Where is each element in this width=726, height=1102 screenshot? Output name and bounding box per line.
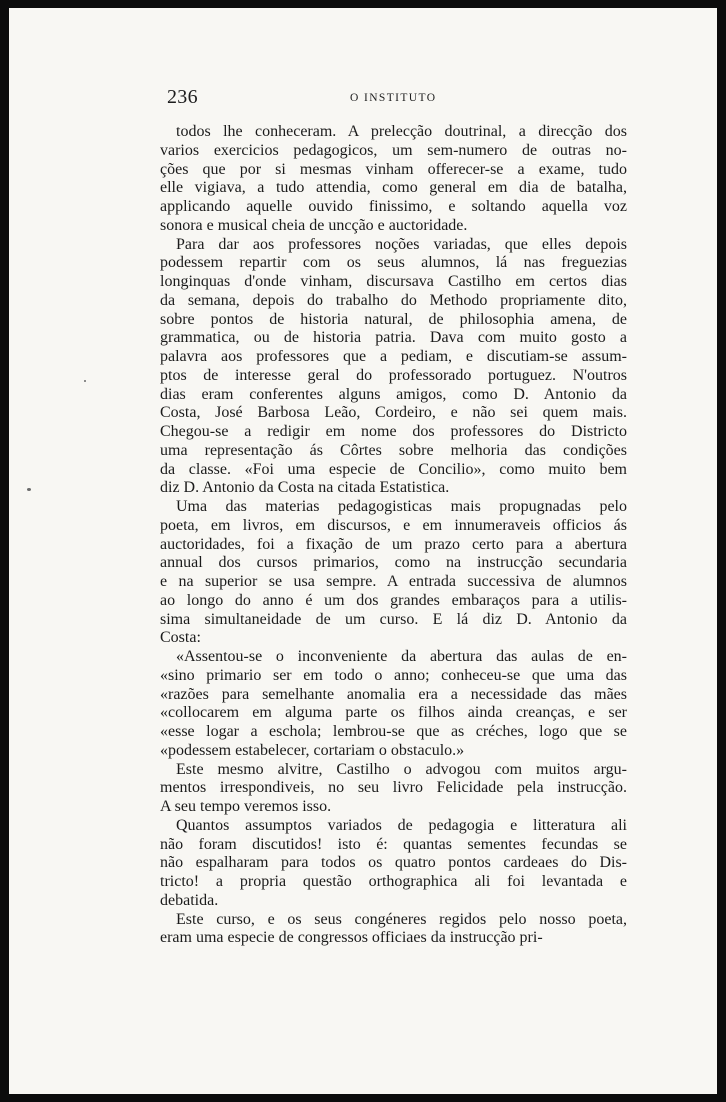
text-line: Quantos assumptos variados de pedagogia e litteratura ali: [176, 816, 627, 834]
text-line: A seu tempo veremos isso.: [160, 798, 332, 815]
paragraph: [160, 236, 627, 499]
text-line: sonora e musical cheia de uncção e auctoridade.: [160, 216, 468, 234]
text-line: «sino primario ser em todo o anno; conheceu-se que uma das: [160, 666, 627, 684]
text-line: elle vigiava, a tudo attendia, como general em dia de batalha,: [160, 179, 627, 197]
paragraph: [160, 123, 627, 236]
text-line: mentos irrespondiveis, no seu livro Felicidade pela instrucção.: [160, 779, 627, 797]
text-line: ptos de interesse geral do professorado portuguez. N'outros: [160, 366, 627, 384]
text-line: varios exercicios pedagogicos, um sem-numero de outras no-: [160, 141, 627, 159]
scan-speck: [84, 380, 86, 382]
text-line: sima simultaneidade de um curso. E lá diz D. Antonio da: [160, 610, 627, 628]
text-line: «esse logar a eschola; lembrou-se que as créches, logo que se: [160, 723, 627, 740]
page-header: [167, 86, 635, 110]
text-line: annual dos cursos primarios, como na instrucção secundaria: [160, 554, 627, 572]
text-line: não espalharam para todos os quatro pontos cardeaes do Dis-: [160, 854, 627, 872]
paragraph: [160, 911, 627, 949]
text-line: «razões para semelhante anomalia era a necessidade das mães: [160, 685, 627, 703]
text-line: palavra aos professores que a pediam, e discutiam-se assum-: [160, 348, 627, 365]
text-line: todos lhe conheceram. A prelecção doutrinal, a direcção dos: [176, 123, 627, 140]
text-line: não foram discutidos! isto é: quantas sementes fecundas se: [160, 835, 627, 853]
text-line: Chegou-se a redigir em nome dos professores do Districto: [160, 423, 627, 440]
text-line: tricto! a propria questão orthographica ali foi levantada e: [160, 873, 627, 890]
text-line: ao longo do anno é um dos grandes embaraços para a utilis-: [160, 591, 627, 609]
text-line: uma representação ás Côrtes sobre melhoria das condições: [160, 441, 627, 459]
text-line: poeta, em livros, em discursos, e em innumeraveis officios ás: [160, 516, 627, 534]
page-number: 236: [167, 86, 198, 108]
body-text: [160, 123, 627, 948]
paragraph: [160, 761, 627, 817]
text-line: Costa, José Barbosa Leão, Cordeiro, e não sei quem mais.: [160, 404, 627, 422]
paragraph: [160, 498, 627, 648]
text-line: diz D. Antonio da Costa na citada Estatistica.: [160, 479, 450, 497]
text-line: da semana, depois do trabalho do Methodo propriamente dito,: [160, 291, 627, 309]
text-line: Uma das materias pedagogisticas mais propugnadas pelo: [176, 498, 627, 515]
text-line: «collocarem em alguma parte os filhos ainda creanças, e ser: [160, 704, 627, 722]
text-line: auctoridades, foi a fixação de um prazo certo para a abertura: [160, 535, 627, 553]
text-line: dias eram conferentes alguns amigos, como D. Antonio da: [160, 385, 627, 403]
text-line: da classe. «Foi uma especie de Concilio», como muito bem: [160, 460, 627, 478]
text-line: eram uma especie de congressos officiaes da instrucção pri-: [160, 929, 543, 947]
text-line: «podessem estabelecer, cortariam o obstaculo.»: [160, 741, 465, 759]
text-line: Costa:: [160, 629, 201, 647]
text-line: Para dar aos professores noções variadas, que elles depois: [176, 235, 627, 253]
text-line: ções que por si mesmas vinham offerecer-se a exame, tudo: [160, 160, 627, 178]
text-line: Este mesmo alvitre, Castilho o advogou com muitos argu-: [176, 760, 627, 778]
text-line: podessem repartir com os seus alumnos, lá nas freguezias: [160, 254, 627, 272]
text-line: applicando aquelle ouvido finissimo, e soltando aquella voz: [160, 198, 627, 215]
paragraph: [160, 648, 627, 761]
paragraph: [160, 817, 627, 911]
text-line: sobre pontos de historia natural, de philosophia amena, de: [160, 310, 627, 328]
text-line: Este curso, e os seus congéneres regidos pelo nosso poeta,: [176, 910, 627, 928]
text-line: «Assentou-se o inconveniente da abertura das aulas de en-: [176, 648, 627, 665]
scan-speck: [27, 488, 31, 491]
running-title: O INSTITUTO: [350, 92, 437, 104]
text-line: e na superior se usa sempre. A entrada successiva de alumnos: [160, 573, 627, 590]
text-line: debatida.: [160, 891, 219, 909]
text-line: grammatica, ou de historia patria. Dava com muito gosto a: [160, 329, 627, 347]
text-line: longinquas d'onde vinham, discursava Castilho em certos dias: [160, 273, 627, 290]
